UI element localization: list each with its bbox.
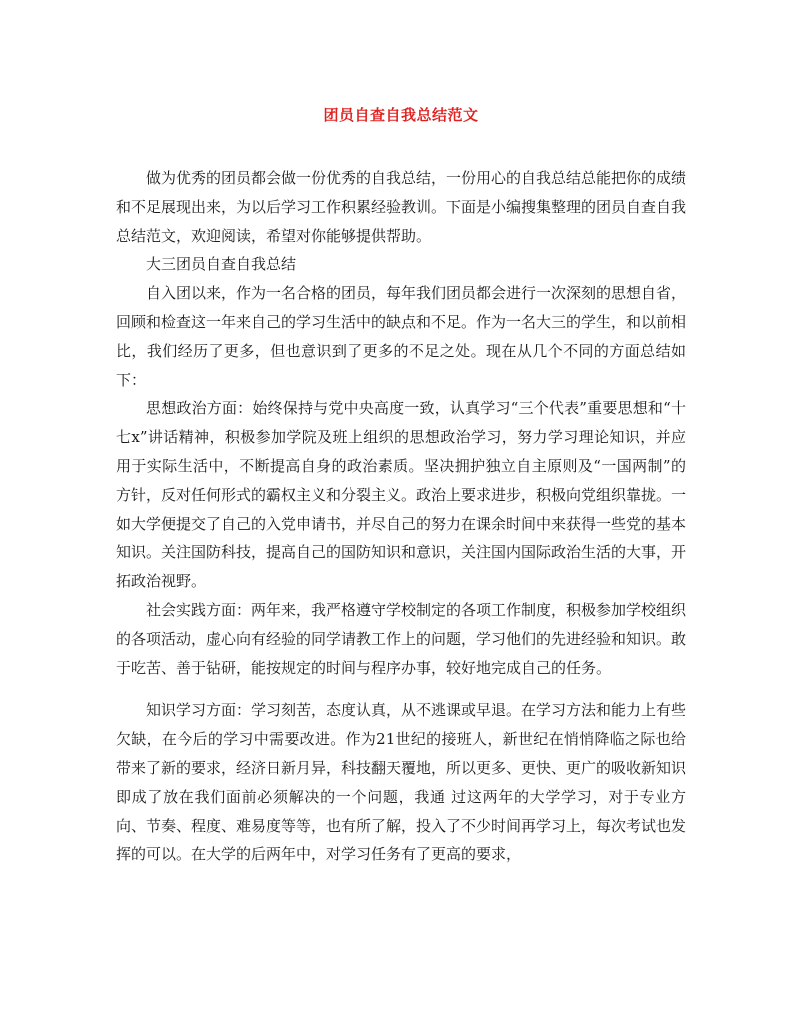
paragraph-study: 知识学习方面：学习刻苦，态度认真，从不逃课或早退。在学习方法和能力上有些欠缺，在今后的学习中需要改进。作为21世纪的接班人，新世纪在悄悄降临之际也给带来了新的要求，经济日新月异，科技翻天覆地，所以更多、更快、更广的吸收新知识即成了放在我们面前必须解决的一个问题，我通 过这两年的大学学习，对于专业方向、节奏、程度、难易度等等，也有所了解，投入了不少时间再学习上，每次考试也发挥的可以。在大学的后两年中，对学习任务有了更高的要求， (116, 701, 687, 864)
paragraph-overview: 自入团以来，作为一名合格的团员，每年我们团员都会进行一次深刻的思想自省，回顾和检查这一年来自己的学习生活中的缺点和不足。作为一名大三的学生，和以前相比，我们经历了更多，但也意识到了更多的不足之处。现在从几个不同的方面总结如下： (116, 284, 687, 389)
section-heading: 大三团员自查自我总结 (146, 255, 297, 274)
paragraph-political: 思想政治方面：始终保持与党中央高度一致，认真学习“三个代表”重要思想和“十七x”讲话精神，积极参加学院及班上组织的思想政治学习，努力学习理论知识，并应用于实际生活中，不断提高自身的政治素质。坚决拥护独立自主原则及“一国两制”的方针，反对任何形式的霸权主义和分裂主义。政治上要求进步，积极向党组织靠拢。一如大学便提交了自己的入党申请书，并尽自己的努力在课余时间中来获得一些党的基本知识。关注国防科技，提高自己的国防知识和意识，关注国内国际政治生活的大事，开拓政治视野。 (116, 399, 687, 591)
paragraph-practice: 社会实践方面：两年来，我严格遵守学校制定的各项工作制度，积极参加学校组织的各项活动，虚心向有经验的同学请教工作上的问题，学习他们的先进经验和知识。敢于吃苦、善于钻研，能按规定的时间与程序办事，较好地完成自己的任务。 (116, 600, 687, 677)
paragraph-intro: 做为优秀的团员都会做一份优秀的自我总结，一份用心的自我总结总能把你的成绩和不足展现出来，为以后学习工作积累经验教训。下面是小编搜集整理的团员自查自我总结范文，欢迎阅读，希望对你能够提供帮助。 (116, 169, 687, 245)
document-body (116, 164, 686, 869)
document-title: 团员自查自我总结范文 (323, 106, 479, 124)
